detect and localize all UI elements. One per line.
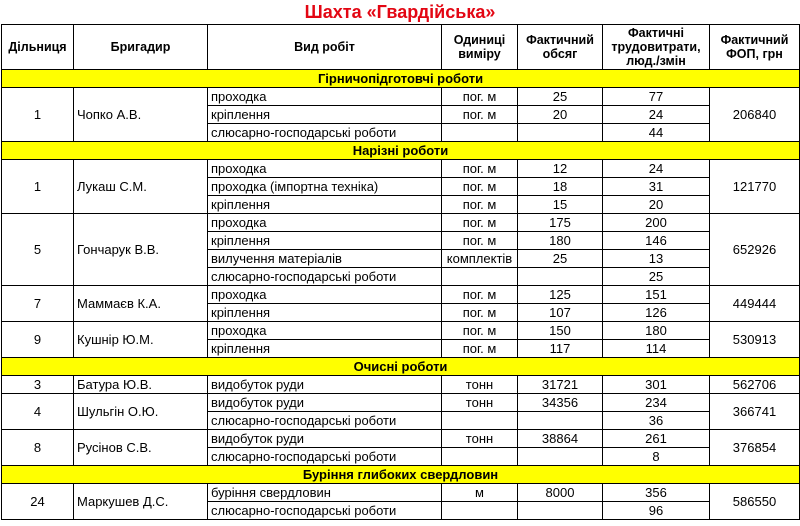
work-type-cell: проходка	[208, 322, 442, 340]
work-type-cell: вилучення матеріалів	[208, 250, 442, 268]
volume-cell: 25	[518, 250, 603, 268]
labor-cell: 114	[603, 340, 710, 358]
site-cell: 24	[2, 484, 74, 520]
header-foreman: Бригадир	[74, 25, 208, 70]
header-payroll: Фактичний ФОП, грн	[710, 25, 800, 70]
work-type-cell: проходка	[208, 214, 442, 232]
work-type-cell: видобуток руди	[208, 394, 442, 412]
volume-cell: 117	[518, 340, 603, 358]
payroll-cell: 562706	[710, 376, 800, 394]
table-row	[2, 160, 800, 178]
labor-cell: 234	[603, 394, 710, 412]
volume-cell	[518, 124, 603, 142]
table-body	[2, 70, 800, 520]
site-cell: 3	[2, 376, 74, 394]
work-type-cell: проходка	[208, 286, 442, 304]
payroll-cell: 121770	[710, 160, 800, 214]
labor-cell: 20	[603, 196, 710, 214]
payroll-cell: 586550	[710, 484, 800, 520]
labor-cell: 44	[603, 124, 710, 142]
table-row	[2, 214, 800, 232]
work-type-cell: кріплення	[208, 304, 442, 322]
section-title: Гірничопідготовчі роботи	[2, 70, 800, 88]
table-row	[2, 286, 800, 304]
site-cell: 4	[2, 394, 74, 430]
work-type-cell: буріння свердловин	[208, 484, 442, 502]
header-labor: Фактичні трудовитрати, люд./змін	[603, 25, 710, 70]
foreman-cell: Кушнір Ю.М.	[74, 322, 208, 358]
volume-cell: 18	[518, 178, 603, 196]
unit-cell: тонн	[442, 376, 518, 394]
payroll-cell: 530913	[710, 322, 800, 358]
labor-cell: 356	[603, 484, 710, 502]
section-title: Очисні роботи	[2, 358, 800, 376]
volume-cell: 38864	[518, 430, 603, 448]
payroll-cell: 206840	[710, 88, 800, 142]
labor-cell: 25	[603, 268, 710, 286]
section-row	[2, 466, 800, 484]
unit-cell: пог. м	[442, 196, 518, 214]
labor-cell: 151	[603, 286, 710, 304]
unit-cell	[442, 448, 518, 466]
volume-cell: 175	[518, 214, 603, 232]
work-type-cell: кріплення	[208, 106, 442, 124]
labor-cell: 36	[603, 412, 710, 430]
unit-cell: м	[442, 484, 518, 502]
work-type-cell: видобуток руди	[208, 430, 442, 448]
header-volume: Фактичний обсяг	[518, 25, 603, 70]
labor-cell: 13	[603, 250, 710, 268]
foreman-cell: Маркушев Д.С.	[74, 484, 208, 520]
volume-cell	[518, 448, 603, 466]
labor-cell: 200	[603, 214, 710, 232]
volume-cell	[518, 268, 603, 286]
work-report-table	[1, 24, 800, 520]
unit-cell: пог. м	[442, 322, 518, 340]
unit-cell: тонн	[442, 394, 518, 412]
site-cell: 1	[2, 88, 74, 142]
volume-cell: 107	[518, 304, 603, 322]
unit-cell: пог. м	[442, 232, 518, 250]
payroll-cell: 376854	[710, 430, 800, 466]
work-type-cell: проходка	[208, 160, 442, 178]
unit-cell: пог. м	[442, 286, 518, 304]
work-type-cell: кріплення	[208, 196, 442, 214]
labor-cell: 261	[603, 430, 710, 448]
volume-cell: 15	[518, 196, 603, 214]
unit-cell: пог. м	[442, 160, 518, 178]
volume-cell	[518, 412, 603, 430]
table-row	[2, 376, 800, 394]
header-work-type: Вид робіт	[208, 25, 442, 70]
payroll-cell: 366741	[710, 394, 800, 430]
unit-cell: тонн	[442, 430, 518, 448]
unit-cell: пог. м	[442, 106, 518, 124]
table-row	[2, 484, 800, 502]
labor-cell: 301	[603, 376, 710, 394]
work-type-cell: проходка (імпортна техніка)	[208, 178, 442, 196]
table-row	[2, 88, 800, 106]
labor-cell: 77	[603, 88, 710, 106]
payroll-cell: 449444	[710, 286, 800, 322]
volume-cell: 180	[518, 232, 603, 250]
work-type-cell: кріплення	[208, 232, 442, 250]
work-type-cell: проходка	[208, 88, 442, 106]
labor-cell: 24	[603, 106, 710, 124]
volume-cell: 12	[518, 160, 603, 178]
unit-cell: пог. м	[442, 178, 518, 196]
section-row	[2, 70, 800, 88]
unit-cell	[442, 268, 518, 286]
work-type-cell: видобуток руди	[208, 376, 442, 394]
labor-cell: 31	[603, 178, 710, 196]
foreman-cell: Русінов С.В.	[74, 430, 208, 466]
unit-cell: пог. м	[442, 214, 518, 232]
site-cell: 5	[2, 214, 74, 286]
foreman-cell: Чопко А.В.	[74, 88, 208, 142]
labor-cell: 96	[603, 502, 710, 520]
volume-cell: 31721	[518, 376, 603, 394]
work-type-cell: слюсарно-господарські роботи	[208, 448, 442, 466]
header-unit: Одиниці виміру	[442, 25, 518, 70]
header-row	[2, 25, 800, 70]
section-title: Нарізні роботи	[2, 142, 800, 160]
volume-cell: 8000	[518, 484, 603, 502]
header-site: Дільниця	[2, 25, 74, 70]
unit-cell	[442, 124, 518, 142]
unit-cell: пог. м	[442, 304, 518, 322]
work-type-cell: слюсарно-господарські роботи	[208, 124, 442, 142]
volume-cell: 20	[518, 106, 603, 124]
table-row	[2, 394, 800, 412]
labor-cell: 126	[603, 304, 710, 322]
unit-cell: пог. м	[442, 340, 518, 358]
volume-cell	[518, 502, 603, 520]
foreman-cell: Шульгін О.Ю.	[74, 394, 208, 430]
volume-cell: 125	[518, 286, 603, 304]
site-cell: 7	[2, 286, 74, 322]
unit-cell	[442, 412, 518, 430]
work-type-cell: слюсарно-господарські роботи	[208, 412, 442, 430]
volume-cell: 34356	[518, 394, 603, 412]
work-type-cell: кріплення	[208, 340, 442, 358]
unit-cell: комплектів	[442, 250, 518, 268]
work-type-cell: слюсарно-господарські роботи	[208, 502, 442, 520]
work-type-cell: слюсарно-господарські роботи	[208, 268, 442, 286]
volume-cell: 150	[518, 322, 603, 340]
section-row	[2, 142, 800, 160]
volume-cell: 25	[518, 88, 603, 106]
labor-cell: 146	[603, 232, 710, 250]
unit-cell	[442, 502, 518, 520]
table-row	[2, 322, 800, 340]
section-row	[2, 358, 800, 376]
site-cell: 1	[2, 160, 74, 214]
foreman-cell: Лукаш С.М.	[74, 160, 208, 214]
payroll-cell: 652926	[710, 214, 800, 286]
labor-cell: 180	[603, 322, 710, 340]
unit-cell: пог. м	[442, 88, 518, 106]
labor-cell: 24	[603, 160, 710, 178]
labor-cell: 8	[603, 448, 710, 466]
site-cell: 8	[2, 430, 74, 466]
foreman-cell: Гончарук В.В.	[74, 214, 208, 286]
foreman-cell: Батура Ю.В.	[74, 376, 208, 394]
section-title: Буріння глибоких свердловин	[2, 466, 800, 484]
page-title: Шахта «Гвардійська»	[304, 2, 496, 22]
foreman-cell: Маммаєв К.А.	[74, 286, 208, 322]
site-cell: 9	[2, 322, 74, 358]
table-row	[2, 430, 800, 448]
